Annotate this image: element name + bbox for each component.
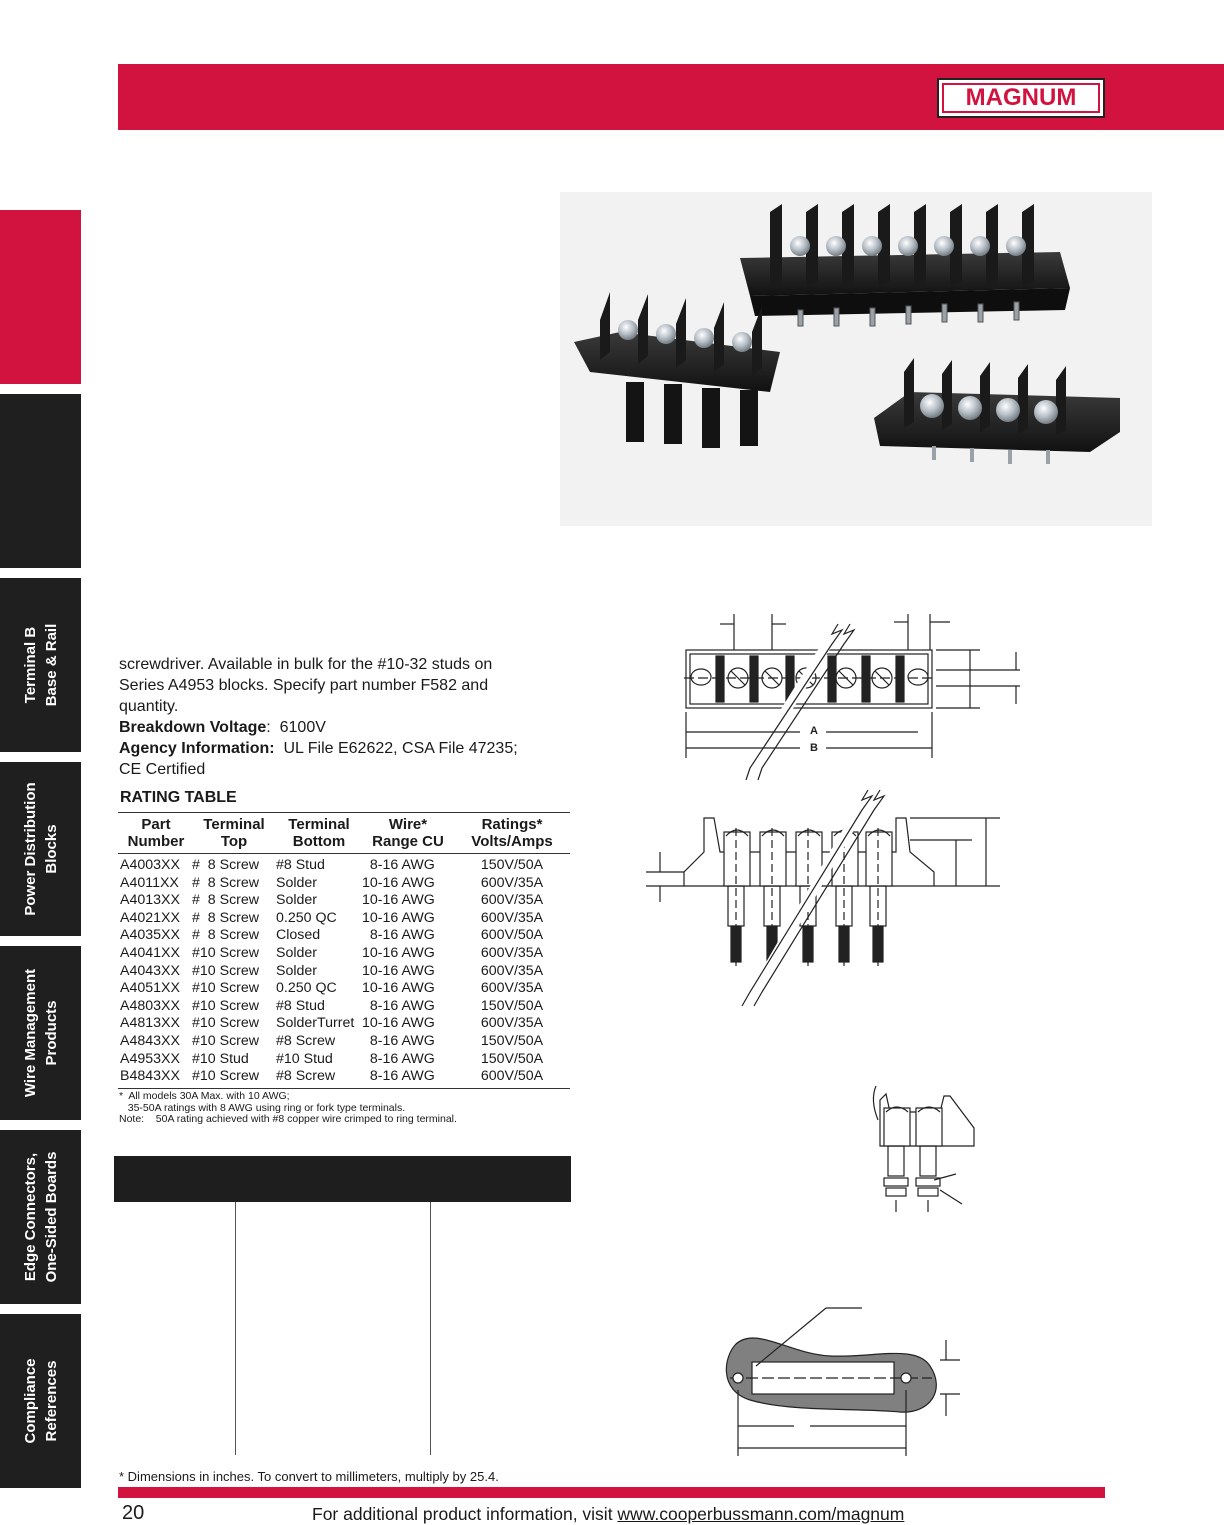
table-cell: 10-16 AWG bbox=[362, 874, 435, 891]
table-footnotes: * All models 30A Max. with 10 AWG; 35-50A ratings with 8 AWG using ring or fork type terminals. Note: 50A rating achieved with #8 copper wire crimped to ring terminal. bbox=[119, 1090, 457, 1125]
table-cell: A4011XX bbox=[120, 874, 179, 891]
table-cell: #10 Screw bbox=[192, 1015, 260, 1032]
table-cell: 600V/35A bbox=[480, 944, 544, 961]
table-cell: 8-16 AWG bbox=[362, 1068, 454, 1088]
table-cell: 8-16 AWG bbox=[362, 1032, 435, 1049]
sidebar-tab-2[interactable] bbox=[0, 394, 81, 568]
sidebar-tab-label: Terminal B Base & Rail bbox=[21, 623, 60, 707]
product-photo bbox=[560, 192, 1152, 526]
terminal-block-7pos bbox=[740, 204, 1070, 326]
table-cell: #10 Screw bbox=[192, 997, 260, 1014]
agency-value-cont: CE Certified bbox=[119, 761, 206, 778]
table-cell: 8-16 AWG bbox=[362, 927, 435, 944]
agency-label: Agency Information: bbox=[119, 740, 275, 757]
agency-value: UL File E62622, CSA File 47235; bbox=[274, 740, 518, 757]
table-row bbox=[118, 927, 570, 945]
top-view-drawing bbox=[684, 614, 1020, 780]
table-cell: A4035XX bbox=[120, 927, 180, 944]
table-cell: B4843XX bbox=[118, 1068, 192, 1088]
terminal-block-4pos-right bbox=[874, 358, 1120, 464]
table-cell: SolderTurret bbox=[276, 1015, 355, 1032]
table-row bbox=[118, 1015, 570, 1033]
table-row bbox=[118, 1051, 570, 1069]
table-cell: #10 Stud bbox=[276, 1050, 333, 1067]
table-cell: #8 Stud bbox=[276, 857, 325, 873]
table-cell: 10-16 AWG bbox=[362, 1015, 435, 1032]
table-cell: 10-16 AWG bbox=[362, 909, 435, 926]
side-view-drawing bbox=[646, 790, 1000, 1006]
table-cell: # 8 Screw bbox=[192, 874, 260, 891]
table-cell: 8-16 AWG bbox=[362, 1050, 435, 1067]
rating-table bbox=[118, 812, 570, 1089]
table-cell: Solder bbox=[276, 874, 318, 891]
table-cell: 10-16 AWG bbox=[362, 980, 435, 997]
col-header-wire-range: Wire* Range CU bbox=[362, 813, 454, 854]
dimension-label-a: A bbox=[810, 725, 818, 737]
sidebar-tab-label: Wire Management Products bbox=[21, 968, 60, 1098]
table-cell: #8 Stud bbox=[276, 997, 325, 1014]
table-cell: 8-16 AWG bbox=[362, 997, 435, 1014]
table-cell: A4051XX bbox=[120, 980, 180, 997]
table-row bbox=[118, 1033, 570, 1051]
sidebar-tab-1[interactable] bbox=[0, 210, 81, 384]
description-line: Series A4953 blocks. Specify part number F582 and bbox=[119, 677, 489, 694]
table-cell: 0.250 QC bbox=[276, 980, 337, 997]
table-row bbox=[118, 910, 570, 928]
table-cell: 8-16 AWG bbox=[362, 857, 435, 873]
col-header-ratings: Ratings* Volts/Amps bbox=[454, 813, 570, 854]
table-cell: 600V/35A bbox=[480, 962, 544, 979]
table-row bbox=[118, 945, 570, 963]
sidebar-tab-label: Edge Connectors, One-Sided Boards bbox=[21, 1151, 60, 1283]
dimension-label-b: B bbox=[810, 742, 818, 754]
dimension-table-header bbox=[114, 1156, 571, 1202]
page-number: 20 bbox=[122, 1502, 145, 1524]
col-header-terminal-bottom: Terminal Bottom bbox=[276, 813, 362, 854]
table-cell: # 8 Screw bbox=[192, 927, 260, 944]
table-cell: #10 Screw bbox=[192, 962, 260, 979]
table-cell: 150V/50A bbox=[480, 1050, 544, 1067]
table-row bbox=[118, 998, 570, 1016]
table-row bbox=[118, 963, 570, 981]
breakdown-label: Breakdown Voltage bbox=[119, 719, 267, 736]
table-cell: 600V/50A bbox=[480, 927, 544, 944]
dimension-drawings bbox=[600, 600, 1040, 1460]
sidebar-tab-terminal-base-rail[interactable] bbox=[0, 578, 81, 752]
marker-strip-drawing bbox=[726, 1308, 960, 1456]
logo-text: MAGNUM bbox=[965, 84, 1077, 111]
table-cell: A4003XX bbox=[120, 857, 180, 873]
sidebar-tab-compliance[interactable] bbox=[0, 1314, 81, 1488]
magnum-logo bbox=[937, 78, 1105, 118]
table-cell: A4013XX bbox=[120, 892, 180, 909]
table-cell: #8 Screw bbox=[276, 1032, 336, 1049]
table-row bbox=[118, 875, 570, 893]
table-cell: #10 Screw bbox=[192, 1032, 260, 1049]
detail-view-drawing bbox=[873, 1086, 974, 1212]
table-cell: 600V/35A bbox=[480, 1015, 544, 1032]
table-cell: #8 Screw bbox=[276, 1068, 362, 1088]
table-row bbox=[118, 892, 570, 910]
breakdown-voltage bbox=[119, 717, 569, 738]
col-header-terminal-top: Terminal Top bbox=[192, 813, 276, 854]
table-cell: A4043XX bbox=[120, 962, 180, 979]
terminal-block-4pos-left bbox=[574, 292, 780, 448]
table-cell: Solder bbox=[276, 962, 318, 979]
table-cell: 10-16 AWG bbox=[362, 962, 435, 979]
description-line: quantity. bbox=[119, 698, 179, 715]
table-cell: 150V/50A bbox=[480, 1032, 544, 1049]
col-header-part-number: Part Number bbox=[118, 813, 192, 854]
table-cell: Solder bbox=[276, 892, 318, 909]
table-cell: 0.250 QC bbox=[276, 909, 337, 926]
description-line: screwdriver. Available in bulk for the #10-32 studs on bbox=[119, 656, 493, 673]
breakdown-value: : 6100V bbox=[266, 719, 326, 736]
table-cell: # 8 Screw bbox=[192, 857, 260, 873]
column-divider bbox=[235, 1202, 236, 1455]
table-cell: A4803XX bbox=[120, 997, 180, 1014]
sidebar-tab-edge-connectors[interactable] bbox=[0, 1130, 81, 1304]
product-description bbox=[119, 654, 569, 780]
table-cell: # 8 Screw bbox=[192, 909, 260, 926]
table-cell: 150V/50A bbox=[480, 857, 544, 873]
table-cell: A4953XX bbox=[120, 1050, 180, 1067]
table-cell: 600V/35A bbox=[480, 980, 544, 997]
table-cell: 600V/50A bbox=[454, 1068, 570, 1088]
table-cell: 150V/50A bbox=[480, 997, 544, 1014]
rating-table-title: RATING TABLE bbox=[120, 789, 237, 806]
table-cell: A4843XX bbox=[120, 1032, 180, 1049]
table-cell: Closed bbox=[276, 927, 321, 944]
table-cell: #10 Screw bbox=[192, 980, 260, 997]
table-cell: 10-16 AWG bbox=[362, 892, 435, 909]
footer-caption: For additional product information, visit bbox=[312, 1504, 618, 1524]
table-row bbox=[118, 980, 570, 998]
table-cell: #10 Stud bbox=[192, 1050, 249, 1067]
sidebar-tab-wire-management[interactable] bbox=[0, 946, 81, 1120]
footer-text bbox=[312, 1504, 904, 1525]
table-cell: # 8 Screw bbox=[192, 892, 260, 909]
table-cell: A4041XX bbox=[120, 944, 180, 961]
agency-information bbox=[119, 738, 569, 759]
footer-band bbox=[118, 1487, 1105, 1498]
table-cell: 600V/35A bbox=[480, 874, 544, 891]
table-cell: 600V/35A bbox=[480, 909, 544, 926]
dimension-note: * Dimensions in inches. To convert to millimeters, multiply by 25.4. bbox=[119, 1469, 499, 1484]
table-row bbox=[118, 1068, 570, 1088]
sidebar-tab-label: Compliance References bbox=[21, 1358, 60, 1444]
table-cell: 10-16 AWG bbox=[362, 944, 435, 961]
table-cell: Solder bbox=[276, 944, 318, 961]
table-row bbox=[118, 854, 570, 875]
footer-link[interactable]: www.cooperbussmann.com/magnum bbox=[617, 1504, 905, 1524]
sidebar-tab-power-distribution[interactable] bbox=[0, 762, 81, 936]
column-divider bbox=[430, 1202, 431, 1455]
table-cell: #10 Screw bbox=[192, 944, 260, 961]
table-cell: A4021XX bbox=[120, 909, 180, 926]
table-cell: #10 Screw bbox=[192, 1068, 276, 1088]
table-cell: A4813XX bbox=[120, 1015, 180, 1032]
sidebar-tab-label: Power Distribution Blocks bbox=[21, 782, 60, 916]
table-cell: 600V/35A bbox=[480, 892, 544, 909]
